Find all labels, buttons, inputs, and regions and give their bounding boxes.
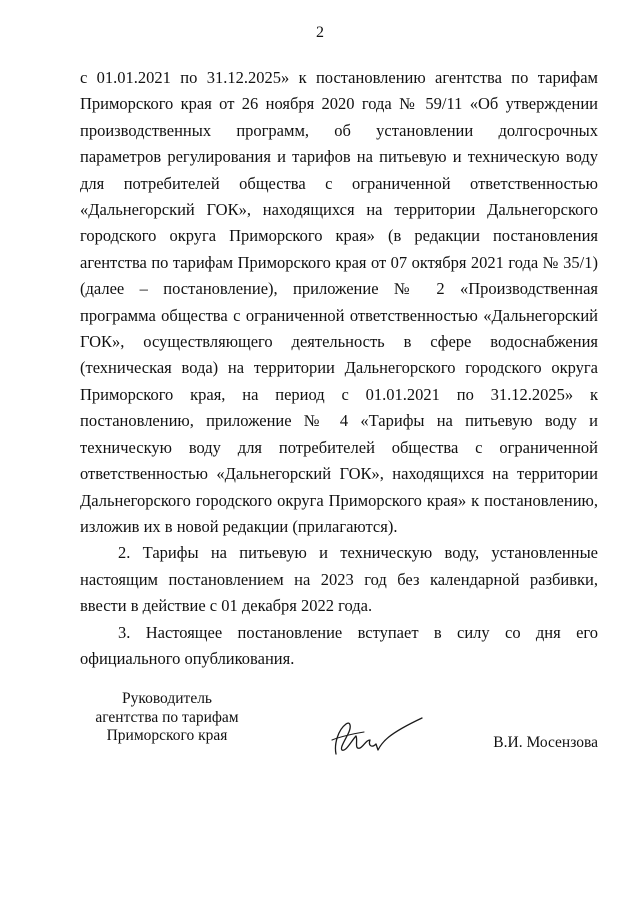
paragraph-item-3: 3. Настоящее постановление вступает в силу со дня его официального опубликования.	[80, 622, 598, 668]
signatory-title-line: Руководитель	[121, 690, 213, 707]
signatory-title	[72, 690, 262, 746]
signatory-title-line: Приморского края	[106, 727, 228, 744]
paragraph-continuation: с 01.01.2021 по 31.12.2025» к постановлению агентства по тарифам Приморского края от 26 ноября 2020 года № 59/11 «Об утверждении производственных программ, об установлении долгосрочных параметров регулирования и тарифов на питьевую и техническую воду для потребителей общества с ограниченной ответственностью «Дальнегорский ГОК», находящихся на территории Дальнегорского городского округа Приморского края» (в редакции постановления агентства по тарифам Приморского края от 07 октября 2021 года № 35/1) (далее – постановление), приложение № 2 «Производственная программа общества с ограниченной ответственностью «Дальнегорский ГОК», осуществляющего деятельность в сфере водоснабжения (техническая вода) на территории Дальнегорского городского округа Приморского края, на период с 01.01.2021 по 31.12.2025» к постановлению, приложение № 4 «Тарифы на питьевую воду и техническую воду для потребителей общества с ограниченной ответственностью «Дальнегорский ГОК», находящихся на территории Дальнегорского городского округа Приморского края» к постановлению, изложив их в новой редакции (прилагаются).	[80, 68, 598, 536]
handwritten-signature	[318, 710, 428, 760]
signature-block	[0, 690, 640, 810]
signatory-name: В.И. Мосензова	[493, 734, 598, 751]
signatory-title-line: агентства по тарифам	[95, 708, 239, 726]
paragraph-item-2: 2. Тарифы на питьевую и техническую воду, установленные настоящим постановлением на 2023 год без календарной разбивки, ввести в действие с 01 декабря 2022 года.	[80, 543, 598, 616]
page-number: 2	[316, 24, 324, 41]
document-body	[80, 65, 598, 672]
